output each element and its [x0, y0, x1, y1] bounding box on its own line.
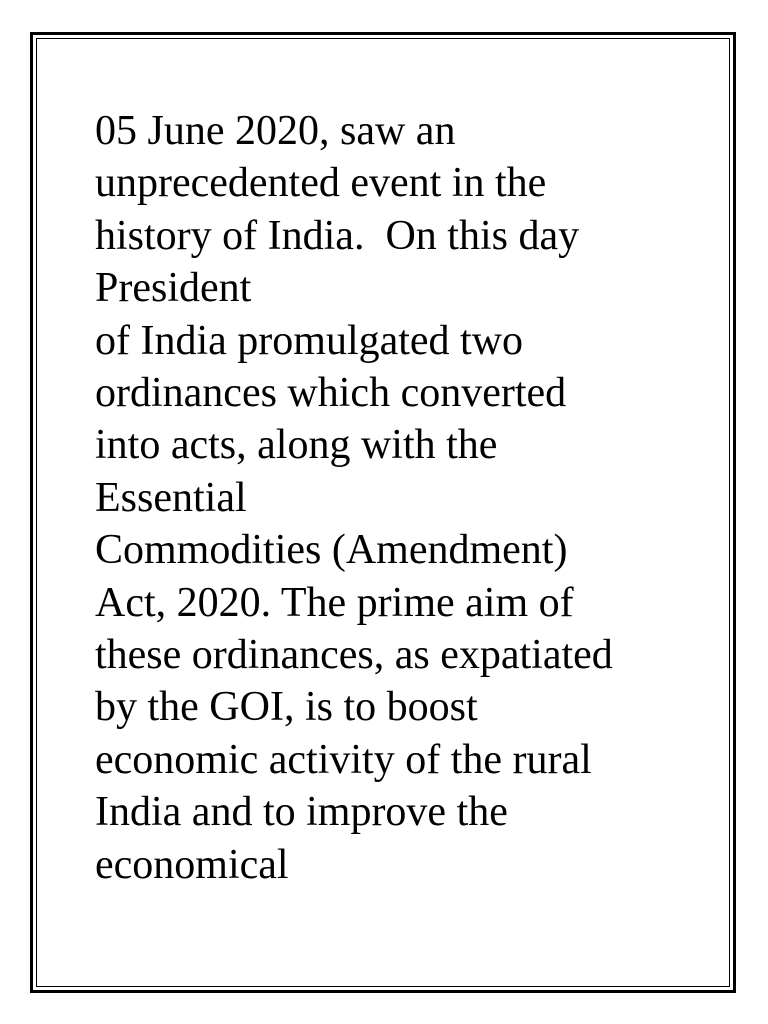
text-line: by the GOI, is to boost: [95, 684, 478, 731]
page-border: [30, 32, 736, 993]
text-line: India and to improve the: [95, 789, 508, 836]
text-line: into acts, along with the: [95, 422, 498, 469]
text-line: Essential: [95, 474, 247, 521]
text-line: unprecedented event in the: [95, 160, 547, 207]
text-line: economical: [95, 841, 289, 888]
text-line: of India promulgated two: [95, 317, 524, 364]
text-line: economic activity of the rural: [95, 736, 592, 783]
text-line: these ordinances, as expatiated: [95, 632, 613, 679]
text-line: history of India. On this day: [95, 212, 580, 259]
text-line: ordinances which converted: [95, 370, 567, 417]
text-line: Commodities (Amendment): [95, 527, 568, 574]
text-line: Act, 2020. The prime aim of: [95, 579, 574, 626]
page-border-inner: [36, 38, 730, 987]
body-paragraph: [95, 105, 715, 891]
text-line: President: [95, 265, 252, 312]
text-line: 05 June 2020, saw an: [95, 108, 456, 154]
